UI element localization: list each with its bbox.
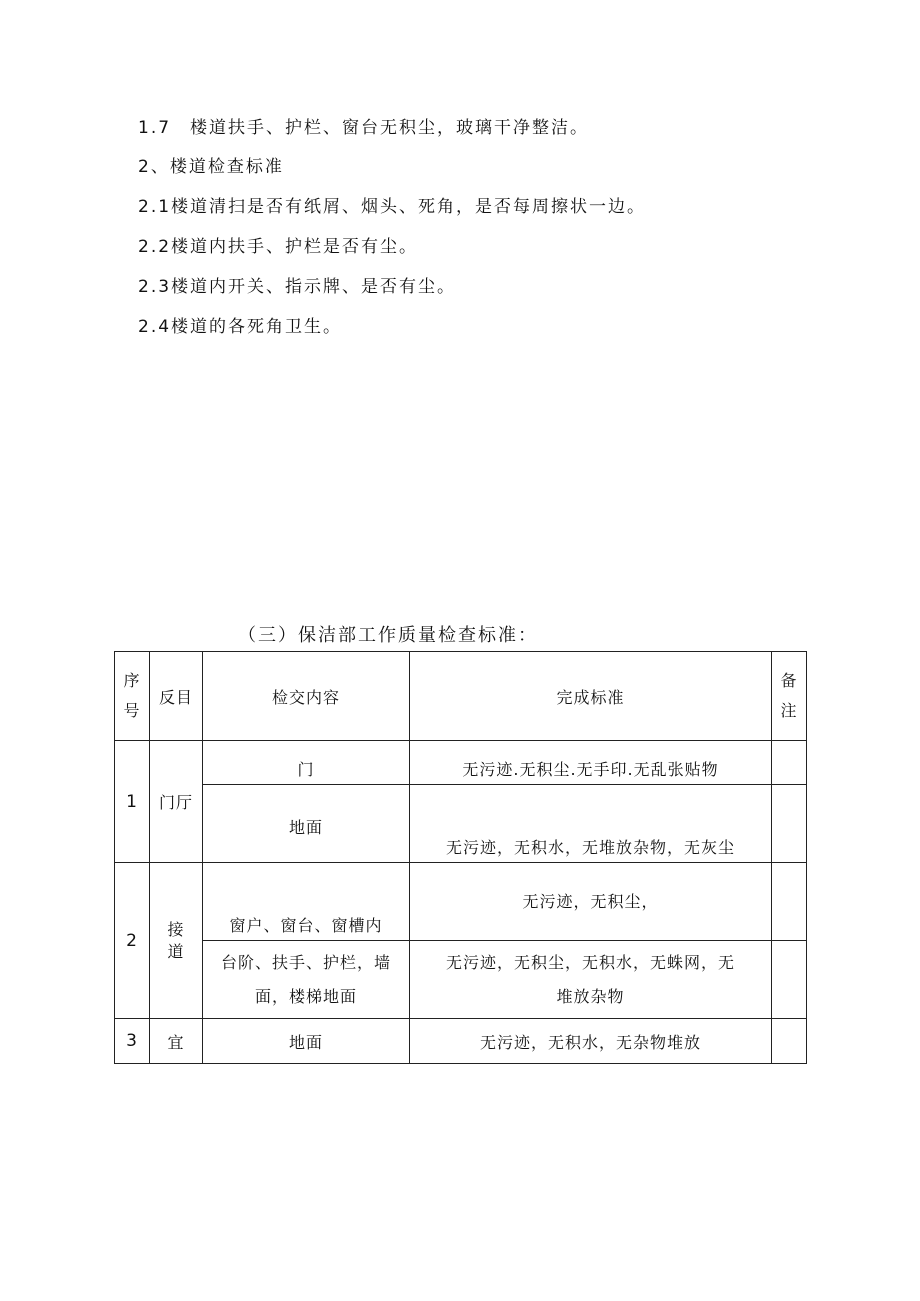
row3-standard-value: 无污迹，无积水，无杂物堆放 [479,1032,701,1052]
row2-seq [115,863,150,1019]
header-standard [410,652,772,741]
row1a-content [203,741,410,785]
paragraph-line-2-3: 2.3楼道内开关、指示牌、是否有尘。 [138,277,457,297]
row2-item-char-1: 接 [167,919,185,939]
row1a-standard [410,741,772,785]
row2b-remark [772,941,807,1019]
paragraph-line-1-7: 1.7 楼道扶手、护栏、窗台无积尘，玻璃干净整洁。 [138,118,590,138]
row2-seq-value: 2 [126,930,138,951]
row1-item [150,741,203,863]
header-remark-char-2: 注 [780,701,798,720]
header-seq-char-2: 号 [123,701,141,720]
row1b-content [203,785,410,863]
row1a-standard-value: 无污迹.无积尘.无手印.无乱张贴物 [462,760,719,779]
row2b-standard-line-2: 堆放杂物 [556,986,625,1006]
row1b-standard [410,785,772,863]
row3-content [203,1019,410,1064]
row2b-standard [410,941,772,1019]
header-seq [115,652,150,741]
row2a-content [203,863,410,941]
row3-remark [772,1019,807,1064]
header-remark-char-1: 备 [780,671,798,690]
paragraph-line-2-1: 2.1楼道清扫是否有纸屑、烟头、死角，是否每周擦状一边。 [138,197,647,217]
row2b-content-line-1: 台阶、扶手、护栏，墙 [220,952,391,972]
header-remark [772,652,807,741]
row2b-content [203,941,410,1019]
header-content [203,652,410,741]
row2a-standard [410,863,772,941]
row1b-standard-value: 无污迹，无积水，无堆放杂物，无灰尘 [445,838,735,857]
row2a-remark [772,863,807,941]
header-item [150,652,203,741]
table-header-row [115,652,807,741]
row2a-content-value: 窗户、窗台、窗槽内 [229,916,383,935]
header-item-label: 反目 [158,687,193,707]
row1b-content-value: 地面 [288,818,323,837]
row2-item-char-2: 道 [167,941,185,961]
row2b-standard-line-1: 无污迹，无积尘，无积水，无蛛网，无 [445,952,735,972]
header-seq-char-1: 序 [123,671,141,690]
row3-content-value: 地面 [288,1032,323,1052]
row1b-remark [772,785,807,863]
header-standard-label: 完成标准 [556,687,625,707]
table-row [115,941,807,1019]
row3-seq-value: 3 [126,1031,138,1051]
section-title: （三）保洁部工作质量检查标准： [238,625,538,646]
table-row [115,741,807,785]
row3-item-value: 宜 [167,1032,185,1052]
row3-standard [410,1019,772,1064]
row2-item [150,863,203,1019]
row3-item [150,1019,203,1064]
row3-seq [115,1019,150,1064]
paragraph-line-2: 2、楼道检查标准 [138,157,284,177]
row1-seq-value: 1 [126,791,138,812]
table-row [115,1019,807,1064]
paragraph-line-2-4: 2.4楼道的各死角卫生。 [138,317,343,337]
row2b-content-line-2: 面，楼梯地面 [254,986,357,1006]
table-row [115,863,807,941]
row1a-remark [772,741,807,785]
row1-seq [115,741,150,863]
paragraph-line-2-2: 2.2楼道内扶手、护栏是否有尘。 [138,237,419,257]
table-row [115,785,807,863]
quality-standard-table [114,651,807,1064]
row1-item-value: 门厅 [158,793,193,812]
row2a-standard-value: 无污迹，无积尘， [522,892,659,911]
header-content-label: 检交内容 [271,687,340,707]
row1a-content-value: 门 [297,760,315,779]
